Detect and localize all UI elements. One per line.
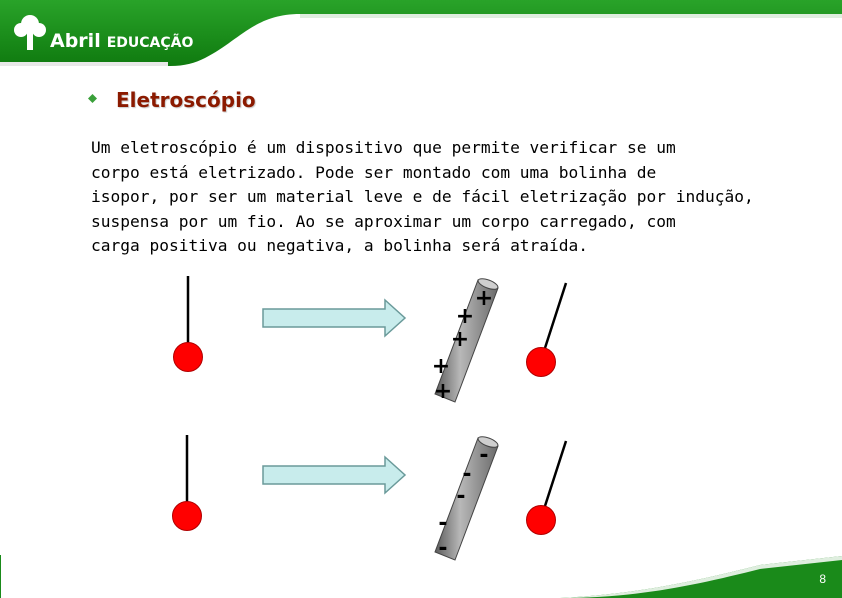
logo-brand-text: Abril (50, 30, 101, 52)
negative-sign: - (438, 511, 448, 536)
negative-sign: - (462, 462, 472, 487)
body-line: Um eletroscópio é um dispositivo que permite verificar se um (91, 138, 676, 157)
positive-sign: + (455, 304, 475, 329)
slide-title: Eletroscópio (116, 88, 256, 112)
body-line: carga positiva ou negativa, a bolinha será atraída. (91, 236, 589, 255)
body-line: suspensa por um fio. Ao se aproximar um corpo carregado, com (91, 211, 676, 231)
negative-sign: - (479, 443, 489, 468)
page-number: 8 (819, 572, 826, 586)
positive-sign: + (450, 327, 470, 352)
positive-sign: + (431, 354, 451, 379)
positive-sign: + (433, 379, 453, 404)
negative-sign: - (456, 484, 466, 509)
body-line: corpo está eletrizado. Pode ser montado com uma bolinha de (91, 162, 657, 182)
negative-sign: - (438, 536, 448, 561)
positive-sign: + (474, 286, 494, 311)
body-line: isopor, por ser um material leve e de fácil eletrização por indução, (91, 187, 754, 206)
logo-sub-text: EDUCAÇÃO (106, 35, 194, 51)
